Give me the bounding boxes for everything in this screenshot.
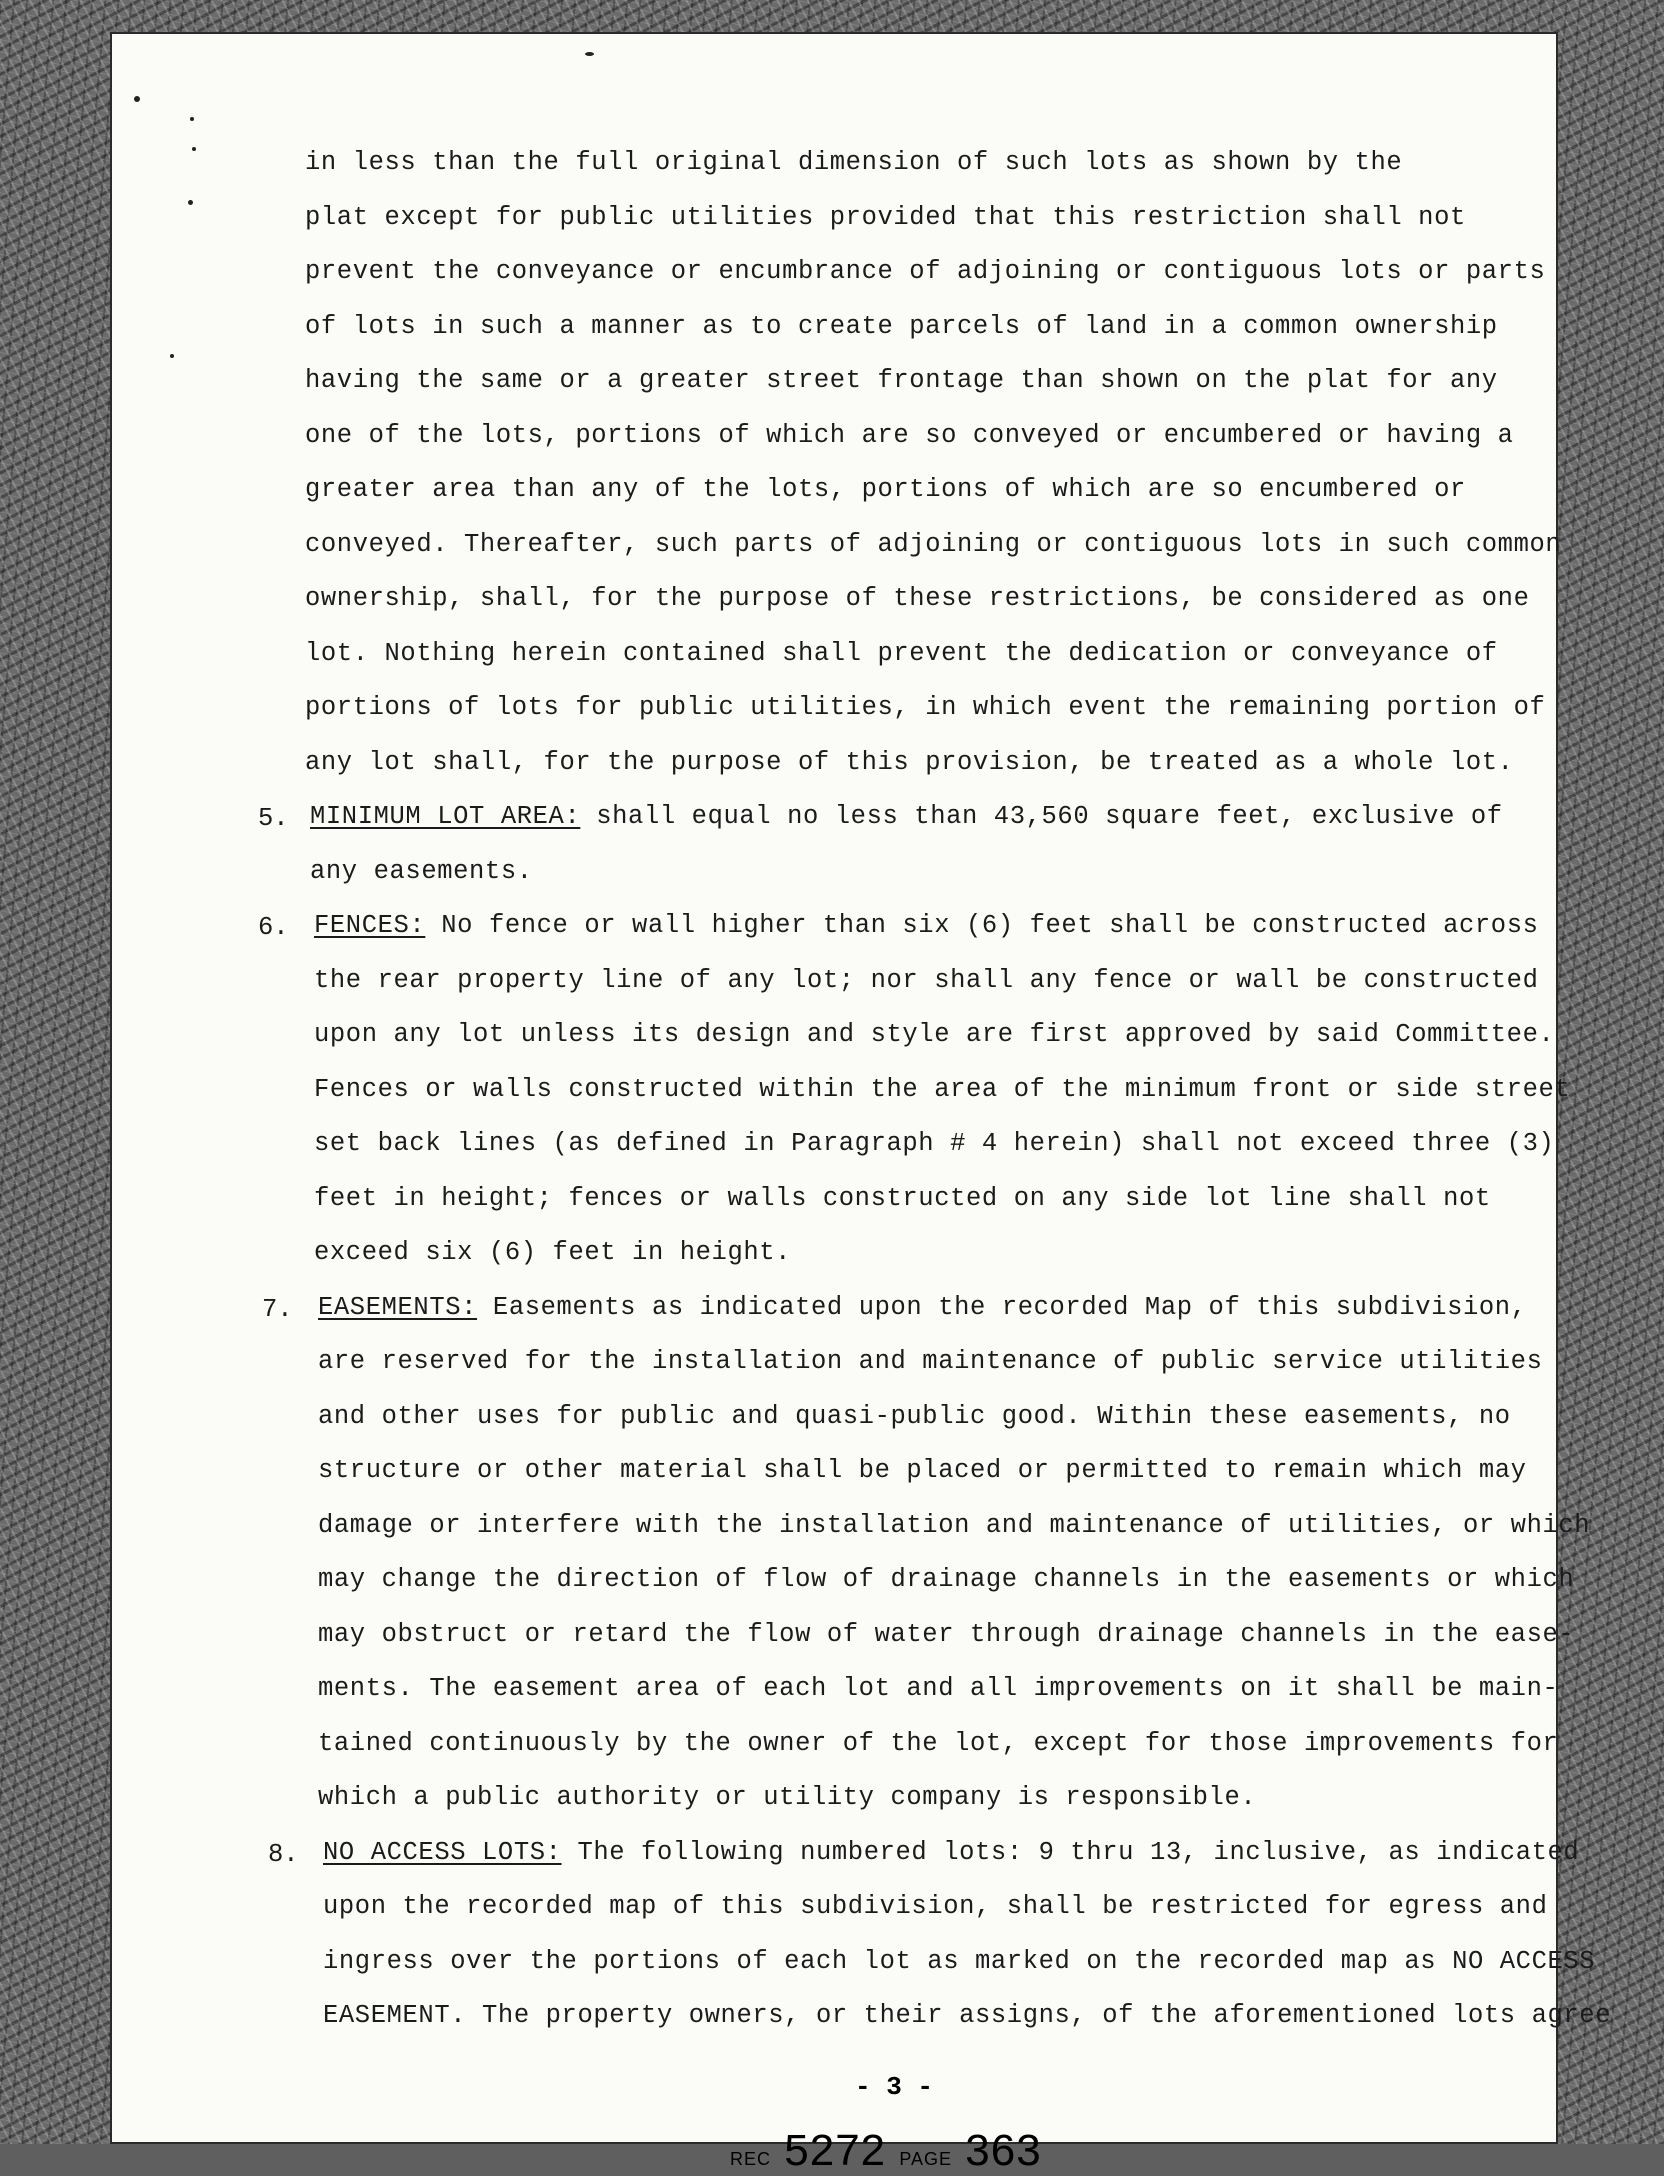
text-line: may obstruct or retard the flow of water through drainage channels in the ease-	[318, 1619, 1575, 1649]
text-line: plat except for public utilities provided that this restriction shall not	[305, 202, 1466, 232]
text-line: greater area than any of the lots, portions of which are so encumbered or	[305, 475, 1466, 504]
text-line: upon any lot unless its design and style are first approved by said Committee.	[314, 1020, 1555, 1049]
item-first-text: Easements as indicated upon the recorded Map of this subdivision,	[477, 1292, 1527, 1322]
item-first-text: The following numbered lots: 9 thru 13, inclusive, as indicated	[561, 1837, 1580, 1867]
record-page-number: 363	[965, 2126, 1042, 2175]
text-line: portions of lots for public utilities, in which event the remaining portion of	[305, 693, 1546, 722]
item-number: 5.	[258, 804, 289, 833]
book-prefix: REC	[730, 2149, 772, 2169]
scan-speck	[585, 52, 594, 56]
scan-speck	[190, 117, 194, 121]
item-first-line	[310, 804, 1503, 830]
item-number: 7.	[262, 1294, 293, 1324]
scan-speck	[134, 96, 140, 102]
item-number: 6.	[258, 913, 289, 942]
text-line: may change the direction of flow of drainage channels in the easements or which	[318, 1565, 1575, 1594]
text-line: and other uses for public and quasi-public good. Within these easements, no	[318, 1401, 1511, 1431]
text-line: exceed six (6) feet in height.	[314, 1238, 792, 1267]
item-first-line	[323, 1837, 1580, 1867]
text-line: any easements.	[310, 856, 533, 886]
recording-stamp	[730, 2126, 1042, 2176]
text-line: the rear property line of any lot; nor shall any fence or wall be constructed	[314, 965, 1539, 995]
text-line: ments. The easement area of each lot and all improvements on it shall be main-	[318, 1674, 1559, 1703]
text-line: set back lines (as defined in Paragraph # 4 herein) shall not exceed three (3)	[314, 1129, 1555, 1158]
text-line: one of the lots, portions of which are so conveyed or encumbered or having a	[305, 420, 1514, 450]
text-line: tained continuously by the owner of the lot, except for those improvements for	[318, 1728, 1559, 1758]
text-line: prevent the conveyance or encumbrance of adjoining or contiguous lots or parts	[305, 257, 1546, 286]
text-line: of lots in such a manner as to create parcels of land in a common ownership	[305, 311, 1498, 341]
text-line: conveyed. Thereafter, such parts of adjoining or contiguous lots in such common	[305, 529, 1562, 559]
item-first-text: shall equal no less than 43,560 square feet, exclusive of	[580, 802, 1503, 831]
text-line: in less than the full original dimension of such lots as shown by the	[305, 148, 1403, 177]
text-line: structure or other material shall be placed or permitted to remain which may	[318, 1456, 1527, 1485]
text-line: having the same or a greater street frontage than shown on the plat for any	[305, 366, 1498, 395]
text-line: feet in height; fences or walls constructed on any side lot line shall not	[314, 1183, 1491, 1213]
scan-speck	[192, 147, 196, 151]
text-line: which a public authority or utility company is responsible.	[318, 1783, 1257, 1812]
text-line: lot. Nothing herein contained shall prevent the dedication or conveyance of	[305, 638, 1498, 668]
text-line: EASEMENT. The property owners, or their assigns, of the aforementioned lots agree	[323, 2001, 1612, 2030]
item-first-text: No fence or wall higher than six (6) feet shall be constructed across	[425, 911, 1539, 940]
book-number: 5272	[784, 2126, 887, 2175]
item-first-line	[318, 1292, 1527, 1322]
item-heading: NO ACCESS LOTS:	[323, 1837, 562, 1867]
text-line: ownership, shall, for the purpose of these restrictions, be considered as one	[305, 584, 1530, 613]
item-number: 8.	[268, 1839, 299, 1869]
text-line: ingress over the portions of each lot as marked on the recorded map as NO ACCESS	[323, 1946, 1596, 1976]
item-heading: MINIMUM LOT AREA:	[310, 802, 581, 831]
item-first-line	[314, 913, 1539, 939]
page-number: - 3 -	[855, 2072, 934, 2102]
page-prefix: PAGE	[899, 2149, 953, 2169]
text-line: are reserved for the installation and maintenance of public service utilities	[318, 1347, 1543, 1376]
document-page	[110, 32, 1612, 2175]
item-heading: FENCES:	[314, 911, 426, 940]
text-line: damage or interfere with the installation and maintenance of utilities, or which	[318, 1510, 1591, 1540]
text-line: any lot shall, for the purpose of this provision, be treated as a whole lot.	[305, 747, 1514, 777]
scan-speck	[170, 354, 174, 358]
scan-speck	[188, 200, 193, 205]
document-body	[110, 32, 1612, 2144]
item-heading: EASEMENTS:	[318, 1292, 478, 1322]
text-line: upon the recorded map of this subdivision, shall be restricted for egress and	[323, 1892, 1548, 1921]
text-line: Fences or walls constructed within the area of the minimum front or side street	[314, 1074, 1571, 1104]
